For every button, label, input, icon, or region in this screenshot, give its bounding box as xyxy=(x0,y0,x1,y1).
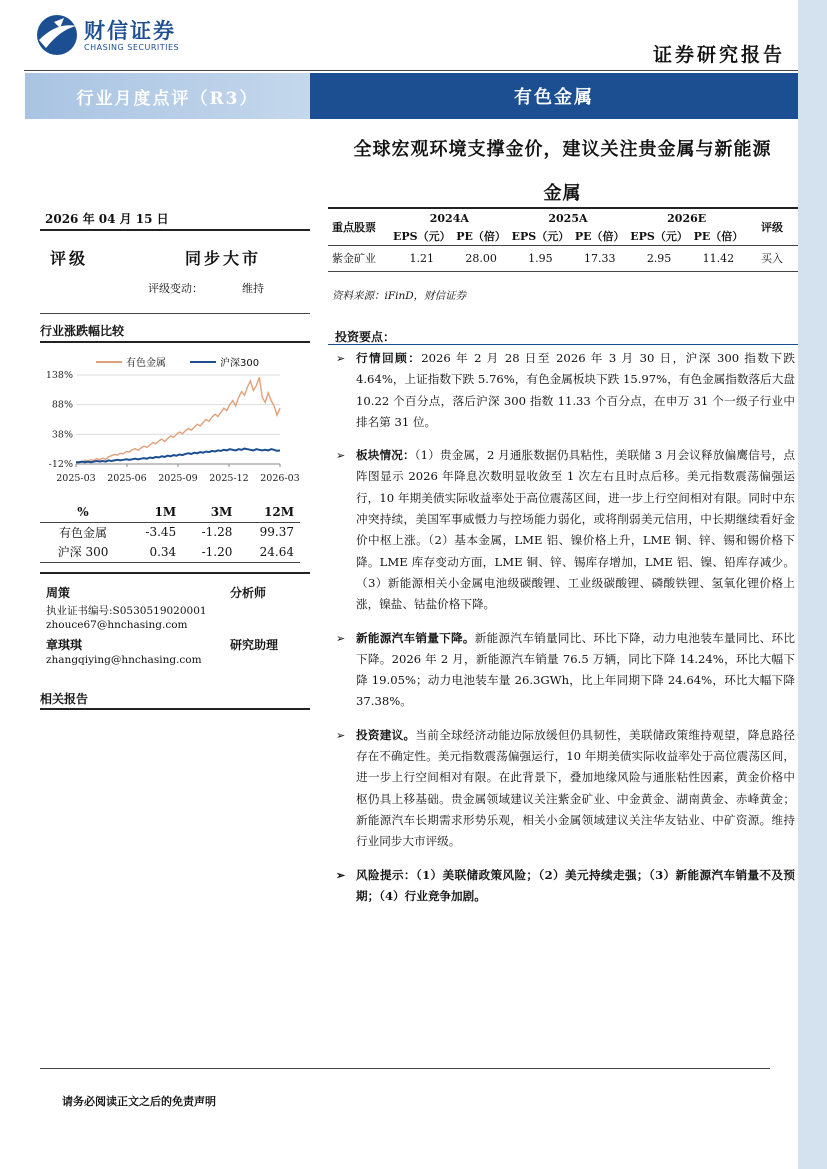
perf-cell: 0.34 xyxy=(149,544,177,559)
list-item xyxy=(330,445,795,615)
perf-header: % xyxy=(77,504,89,519)
perf-header: 3M xyxy=(210,504,233,519)
table-row xyxy=(40,542,300,562)
eps-cell: 28.00 xyxy=(465,251,497,265)
series-line-hs300 xyxy=(76,449,280,463)
perf-cell: 有色金属 xyxy=(58,525,107,540)
arrow-bullet-icon: ➢ xyxy=(336,449,346,463)
y-tick-label: 38% xyxy=(51,429,73,441)
x-tick-label: 2025-09 xyxy=(158,473,198,484)
key-points-list xyxy=(330,346,795,907)
headline-line2: 金属 xyxy=(543,183,582,204)
eps-year: 2025A xyxy=(548,211,588,225)
perf-header: 1M xyxy=(154,504,177,519)
rating-change-value: 维持 xyxy=(242,282,264,295)
perf-cell: -1.20 xyxy=(201,544,233,559)
key-points-rule xyxy=(328,344,798,345)
rating-value: 同步大市 xyxy=(185,249,262,268)
performance-header-row xyxy=(40,502,300,522)
x-tick-label: 2025-06 xyxy=(107,473,147,484)
performance-chart xyxy=(36,366,306,492)
chasing-logo-icon xyxy=(34,12,80,58)
perf-cell: 24.64 xyxy=(259,544,294,559)
list-item xyxy=(330,348,795,433)
footer-rule xyxy=(40,1068,770,1069)
rating-label: 评级 xyxy=(50,249,89,268)
arrow-bullet-icon: ➢ xyxy=(336,352,346,365)
legend-label: 沪深300 xyxy=(220,358,260,369)
perf-cell: -3.45 xyxy=(145,525,177,540)
performance-table xyxy=(40,502,300,563)
report-date: 2026 年 04 月 15 日 xyxy=(45,212,169,226)
analyst-name: 章琪琪 xyxy=(46,638,83,652)
legend-swatch xyxy=(96,361,122,363)
legend-label: 有色金属 xyxy=(126,358,166,369)
report-type: 证券研究报告 xyxy=(652,44,785,66)
table-row xyxy=(40,522,300,542)
report-headline xyxy=(325,128,800,216)
analyst-email[interactable]: zhouce67@hnchasing.com xyxy=(46,619,188,631)
report-category-band: 行业月度点评（R3） xyxy=(25,73,310,119)
analyst-role: 分析师 xyxy=(230,586,267,600)
analyst-name: 周策 xyxy=(46,586,71,600)
eps-sub: PE（倍） xyxy=(574,229,625,243)
analyst-rule xyxy=(40,572,310,574)
eps-sub: PE（倍） xyxy=(456,229,506,243)
header-rule xyxy=(24,70,798,71)
disclaimer-note: 请务必阅读正文之后的免责声明 xyxy=(62,1095,216,1108)
side-band xyxy=(798,0,827,1169)
key-points-title: 投资要点： xyxy=(335,330,396,344)
eps-year-row xyxy=(328,209,798,227)
eps-year: 2024A xyxy=(429,211,469,225)
y-tick-label: -12% xyxy=(48,459,73,470)
perf-cell: 沪深 300 xyxy=(57,545,109,560)
eps-cell: 11.42 xyxy=(702,251,735,265)
perf-header: 12M xyxy=(264,504,294,519)
eps-source: 资料来源：iFinD，财信证券 xyxy=(332,290,467,302)
brand-logo xyxy=(34,12,179,58)
eps-sub: EPS（元） xyxy=(630,229,688,243)
eps-cell: 17.33 xyxy=(583,251,616,265)
bullet-title: 板块情况： xyxy=(356,448,415,463)
x-tick-label: 2025-03 xyxy=(56,473,96,484)
arrow-bullet-icon: ➢ xyxy=(336,631,346,645)
list-item xyxy=(330,865,795,908)
list-item xyxy=(330,628,795,713)
eps-cell: 1.21 xyxy=(409,251,435,265)
related-reports-title: 相关报告 xyxy=(40,692,89,706)
related-reports-rule xyxy=(40,708,310,710)
list-item xyxy=(330,725,795,853)
date-rule xyxy=(40,229,310,231)
eps-year: 2026E xyxy=(667,211,707,225)
eps-cell: 1.95 xyxy=(528,251,553,265)
analyst-email[interactable]: zhangqiying@hnchasing.com xyxy=(46,654,202,666)
headline-line1: 全球宏观环境支撑金价，建议关注贵金属与新能源 xyxy=(353,139,772,160)
brand-name-cn: 财信证券 xyxy=(84,18,176,43)
perf-cell: -1.28 xyxy=(201,525,233,540)
brand-name-en: CHASING SECURITIES xyxy=(84,42,180,52)
bullet-text: （1）美联储政策风险；（2）美元持续走强；（3）新能源汽车销量不及预期；（4）行业竞争加剧。 xyxy=(356,867,795,903)
bullet-text: 2026 年 2 月 28 日至 2026 年 3 月 30 日，沪深 300 指数下跌 4.64%，上证指数下跌 5.76%，有色金属板块下跌 15.97%，有色金属指数落后大盘 10.22 个百分点，落后沪深 300 指数 11.33 个百分点，在申万 31 个一级子行业中排名第 31 位。 xyxy=(356,351,795,429)
bullet-title: 新能源汽车销量下降。 xyxy=(356,630,475,645)
arrow-bullet-icon: ➢ xyxy=(336,728,346,742)
y-tick-label: 138% xyxy=(45,370,73,381)
eps-col-rating: 评级 xyxy=(761,220,783,234)
analyst-cert: 执业证书编号:S0530519020001 xyxy=(46,605,207,617)
chart-section-title: 行业涨跌幅比较 xyxy=(40,324,125,338)
eps-cell: 2.95 xyxy=(646,251,672,265)
x-tick-label: 2026-03 xyxy=(260,473,300,484)
table-row xyxy=(328,245,798,271)
bullet-text: 新能源汽车销量同比、环比下降，动力电池装车量同比、环比下降。2026 年 2 月，新能源汽车销量 76.5 万辆，同比下降 14.24%，环比大幅下降 19.05%；动力电池装车量 26.3GWh，比上年同期下降 24.64%，环比大幅下降 37.38%。 xyxy=(356,630,795,709)
eps-sub-row xyxy=(328,227,798,245)
bullet-title: 投资建议。 xyxy=(356,727,416,742)
eps-sub: EPS（元） xyxy=(392,229,451,243)
eps-rating: 买入 xyxy=(761,252,783,265)
industry-band: 有色金属 xyxy=(310,73,798,119)
eps-sub: EPS（元） xyxy=(511,229,570,243)
x-tick-label: 2025-12 xyxy=(209,473,249,484)
bullet-text: 当前全球经济动能边际放缓但仍具韧性，美联储政策维持观望，降息路径存在不确定性。美元指数震荡偏强运行，10 年期美债实际收益率处于高位震荡区间，进一步上行空间相对有限。在此背景下，叠加地缘风险与通胀粘性因素，黄金价格中枢仍具上移基础。贵金属领域建议关注紫金矿业、中金黄金、湖南黄金、赤峰黄金；新能源汽车长期需求形势乐观，相关小金属领域建议关注华友钴业、中矿资源。维持行业同步大市评级。 xyxy=(356,727,795,849)
eps-sub: PE（倍） xyxy=(693,229,744,243)
chart-title-rule xyxy=(40,341,310,343)
eps-col-stock: 重点股票 xyxy=(332,220,376,234)
eps-table xyxy=(328,209,798,272)
eps-stock-name: 紫金矿业 xyxy=(332,252,376,265)
bullet-text: （1）贵金属，2 月通胀数据仍具粘性，美联储 3 月会议释放偏鹰信号，点阵图显示 2026 年降息次数明显收敛至 1 次左右且时点后移。美元指数震荡偏强运行，10 年期美债实际收益率处于高位震荡区间，进一步上行空间相对有限。同时中东冲突持续，美国军事威慑力与控场能力弱化，或将削弱美元信用，中长期继续看好金价中枢上涨。（2）基本金属，LME 铝、镍价格上升，LME 铜、锌、锡和锡价格下降。LME 库存变动方面，LME 铜、锌、锡库存增加，LME 铝、镍、铅库存减少。（3）新能源相关小金属电池级碳酸锂、工业级碳酸锂、磷酸铁锂、氢氧化锂价格上涨，镍盐、钴盐价格下降。 xyxy=(356,448,795,612)
rating-rule xyxy=(40,313,310,314)
arrow-bullet-icon: ➢ xyxy=(336,868,346,882)
y-tick-label: 88% xyxy=(51,399,73,411)
rating-change-label: 评级变动： xyxy=(148,282,203,295)
perf-cell: 99.37 xyxy=(259,525,294,540)
bullet-title: 行情回顾： xyxy=(356,351,422,365)
legend-swatch xyxy=(190,361,216,363)
analyst-role: 研究助理 xyxy=(230,638,279,652)
bullet-title: 风险提示： xyxy=(356,867,416,882)
